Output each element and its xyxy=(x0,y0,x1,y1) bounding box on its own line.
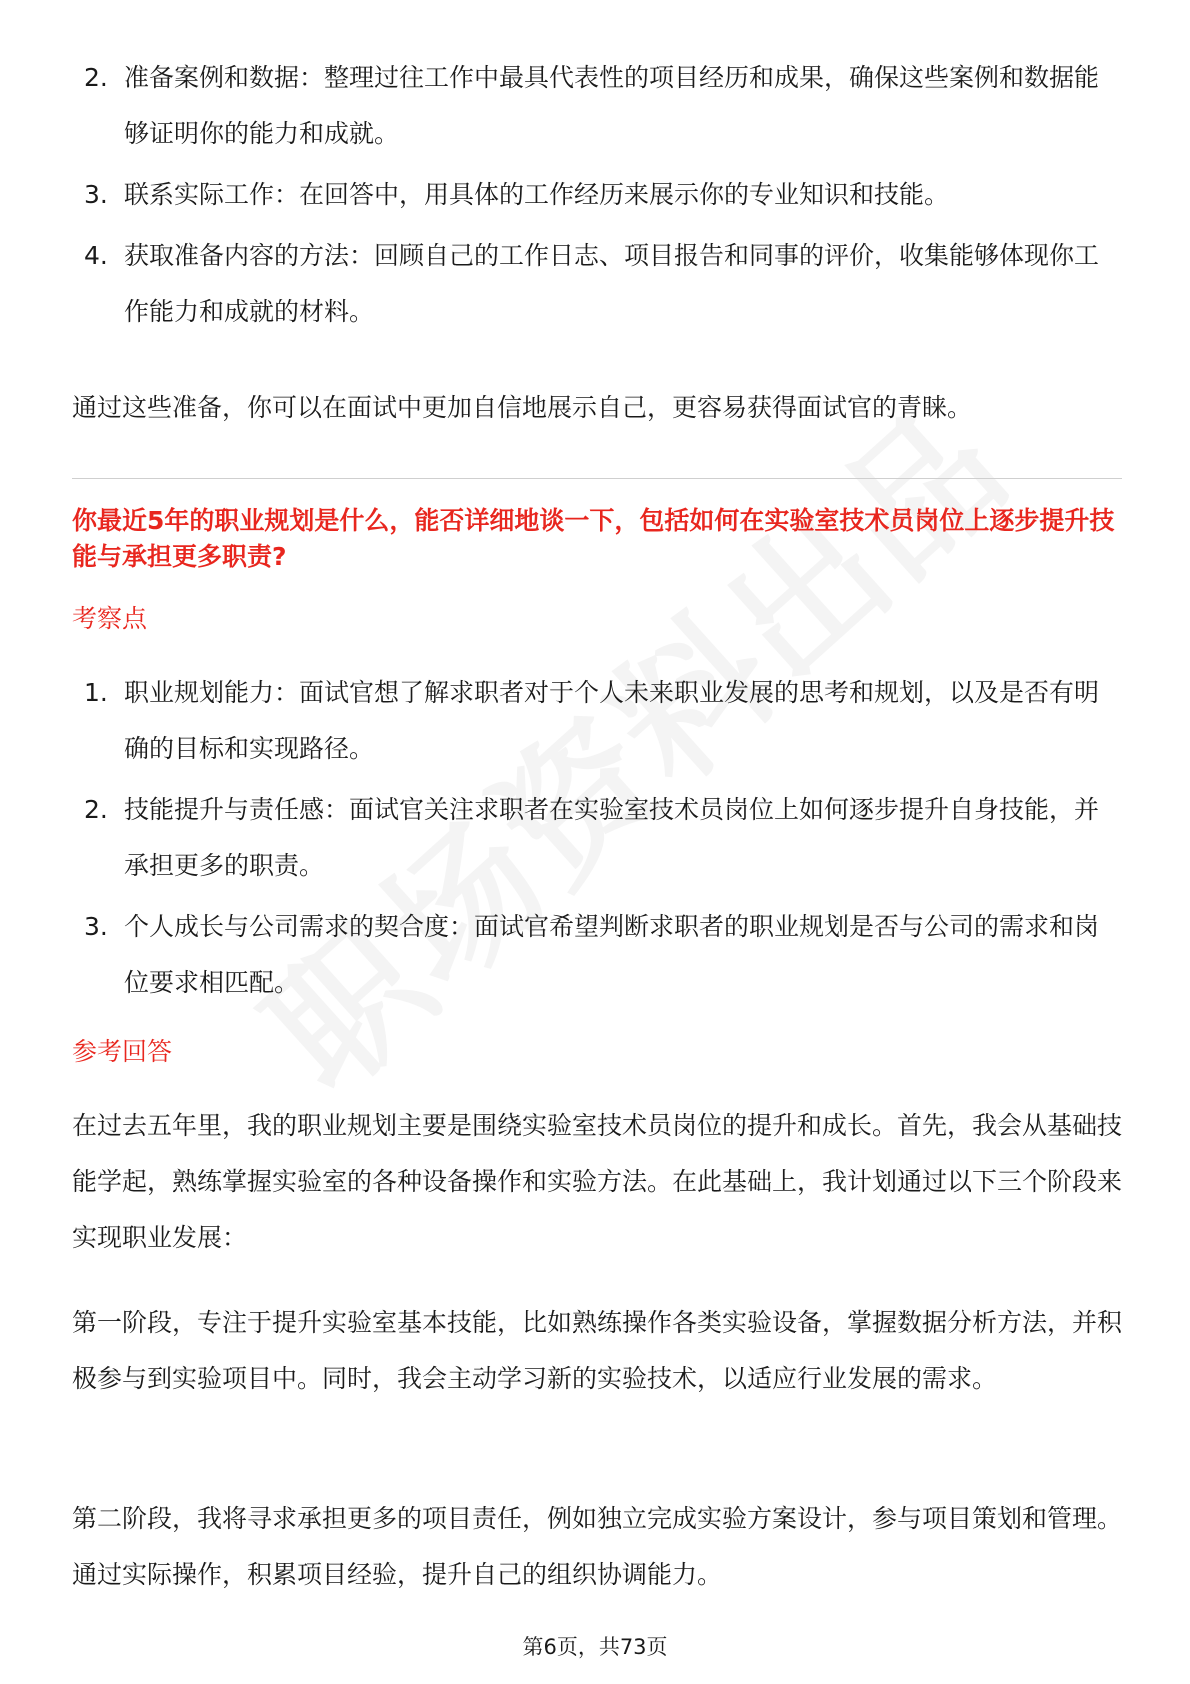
list-number: 4. xyxy=(84,241,108,270)
list-item xyxy=(72,899,1122,1011)
list-item-text: 获取准备内容的方法：回顾自己的工作日志、项目报告和同事的评价，收集能够体现你工作能力和成就的材料。 xyxy=(124,241,1100,326)
answer-paragraph: 第一阶段，专注于提升实验室基本技能，比如熟练操作各类实验设备，掌握数据分析方法，并积极参与到实验项目中。同时，我会主动学习新的实验技术，以适应行业发展的需求。 xyxy=(72,1308,1123,1393)
list-item-text: 个人成长与公司需求的契合度：面试官希望判断求职者的职业规划是否与公司的需求和岗位要求相匹配。 xyxy=(124,912,1100,997)
preparation-list xyxy=(72,50,1122,345)
answer-paragraph: 在过去五年里，我的职业规划主要是围绕实验室技术员岗位的提升和成长。首先，我会从基础技能学起，熟练掌握实验室的各种设备操作和实验方法。在此基础上，我计划通过以下三个阶段来实现职业发展： xyxy=(72,1111,1123,1252)
interview-question: 你最近5年的职业规划是什么，能否详细地谈一下，包括如何在实验室技术员岗位上逐步提升技能与承担更多职责? xyxy=(72,506,1115,571)
preparation-conclusion: 通过这些准备，你可以在面试中更加自信地展示自己，更容易获得面试官的青睐。 xyxy=(72,393,973,422)
list-item xyxy=(72,228,1122,340)
list-number: 2. xyxy=(84,795,108,824)
list-number: 1. xyxy=(84,678,108,707)
exam-points-heading: 考察点 xyxy=(72,604,148,633)
list-item-text: 联系实际工作：在回答中，用具体的工作经历来展示你的专业知识和技能。 xyxy=(124,180,950,209)
list-item-text: 职业规划能力：面试官想了解求职者对于个人未来职业发展的思考和规划，以及是否有明确的目标和实现路径。 xyxy=(124,678,1100,763)
reference-answer-heading: 参考回答 xyxy=(72,1037,173,1066)
list-item-text: 技能提升与责任感：面试官关注求职者在实验室技术员岗位上如何逐步提升自身技能，并承担更多的职责。 xyxy=(124,795,1100,880)
list-item xyxy=(72,50,1122,162)
list-number: 3. xyxy=(84,180,108,209)
list-item xyxy=(72,167,1122,223)
answer-paragraph: 第二阶段，我将寻求承担更多的项目责任，例如独立完成实验方案设计，参与项目策划和管理。通过实际操作，积累项目经验，提升自己的组织协调能力。 xyxy=(72,1504,1123,1589)
list-item xyxy=(72,665,1122,777)
exam-points-list xyxy=(72,665,1122,1016)
list-item xyxy=(72,782,1122,894)
list-number: 3. xyxy=(84,912,108,941)
page-number: 第6页，共73页 xyxy=(522,1635,668,1659)
section-divider xyxy=(72,478,1122,479)
list-item-text: 准备案例和数据：整理过往工作中最具代表性的项目经历和成果，确保这些案例和数据能够证明你的能力和成就。 xyxy=(124,63,1100,148)
list-number: 2. xyxy=(84,63,108,92)
